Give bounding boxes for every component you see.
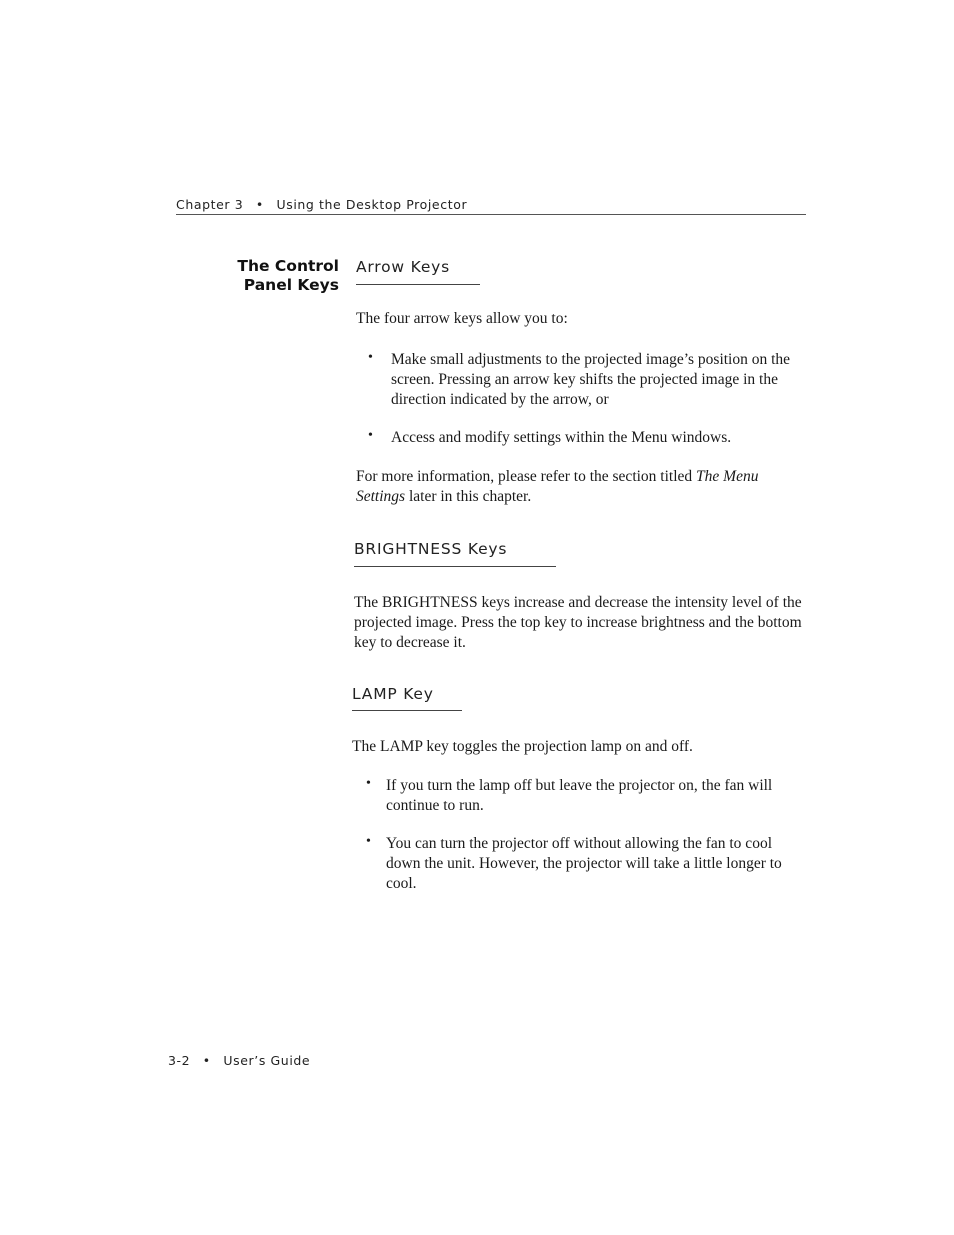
page-number: 3-2 bbox=[168, 1053, 191, 1068]
arrow-bullet-2: Access and modify settings within the Menu windows. bbox=[391, 429, 732, 446]
arrow-intro: The four arrow keys allow you to: bbox=[356, 310, 568, 327]
cross-reference-title: The Menu Settings bbox=[356, 468, 759, 505]
lamp-bullet-1: If you turn the lamp off but leave the projector on, the fan will continue to run. bbox=[386, 777, 773, 814]
more-info-text: For more information, please refer to the section titled bbox=[356, 468, 697, 485]
bullet-marker: • bbox=[368, 428, 373, 443]
more-info-tail: later in this chapter. bbox=[405, 488, 532, 505]
footer-separator: • bbox=[202, 1053, 211, 1068]
running-header bbox=[176, 197, 467, 212]
bullet-marker: • bbox=[366, 776, 371, 791]
chapter-title: Using the Desktop Projector bbox=[276, 197, 468, 212]
guide-title: User’s Guide bbox=[223, 1053, 311, 1068]
arrow-keys-heading: Arrow Keys bbox=[356, 258, 450, 276]
chapter-label: Chapter 3 bbox=[176, 197, 244, 212]
lamp-key-rule bbox=[352, 710, 462, 711]
arrow-keys-rule bbox=[356, 284, 480, 285]
header-rule bbox=[176, 214, 806, 215]
brightness-keys-heading: BRIGHTNESS Keys bbox=[354, 540, 508, 558]
lamp-key-heading: LAMP Key bbox=[352, 685, 434, 703]
lamp-intro: The LAMP key toggles the projection lamp on and off. bbox=[352, 738, 693, 755]
bullet-marker: • bbox=[366, 834, 371, 849]
arrow-bullet-1: Make small adjustments to the projected image’s position on the screen. Pressing an arrow key shifts the projected image in the direction indicated by the arrow, or bbox=[391, 351, 791, 408]
arrow-more-info bbox=[356, 467, 806, 507]
lamp-bullet-2: You can turn the projector off without allowing the fan to cool down the unit. However, the projector will take a little longer to cool. bbox=[386, 835, 782, 892]
brightness-keys-rule bbox=[354, 566, 556, 567]
running-footer bbox=[168, 1053, 310, 1068]
brightness-body: The BRIGHTNESS keys increase and decrease the intensity level of the projected image. Press the top key to increase brightness and the bottom key to decrease it. bbox=[354, 594, 802, 651]
side-heading-line1: The Control bbox=[237, 257, 339, 275]
bullet-marker: • bbox=[368, 350, 373, 365]
side-heading-line2: Panel Keys bbox=[243, 276, 339, 294]
header-separator: • bbox=[255, 197, 264, 212]
side-heading bbox=[180, 257, 339, 295]
